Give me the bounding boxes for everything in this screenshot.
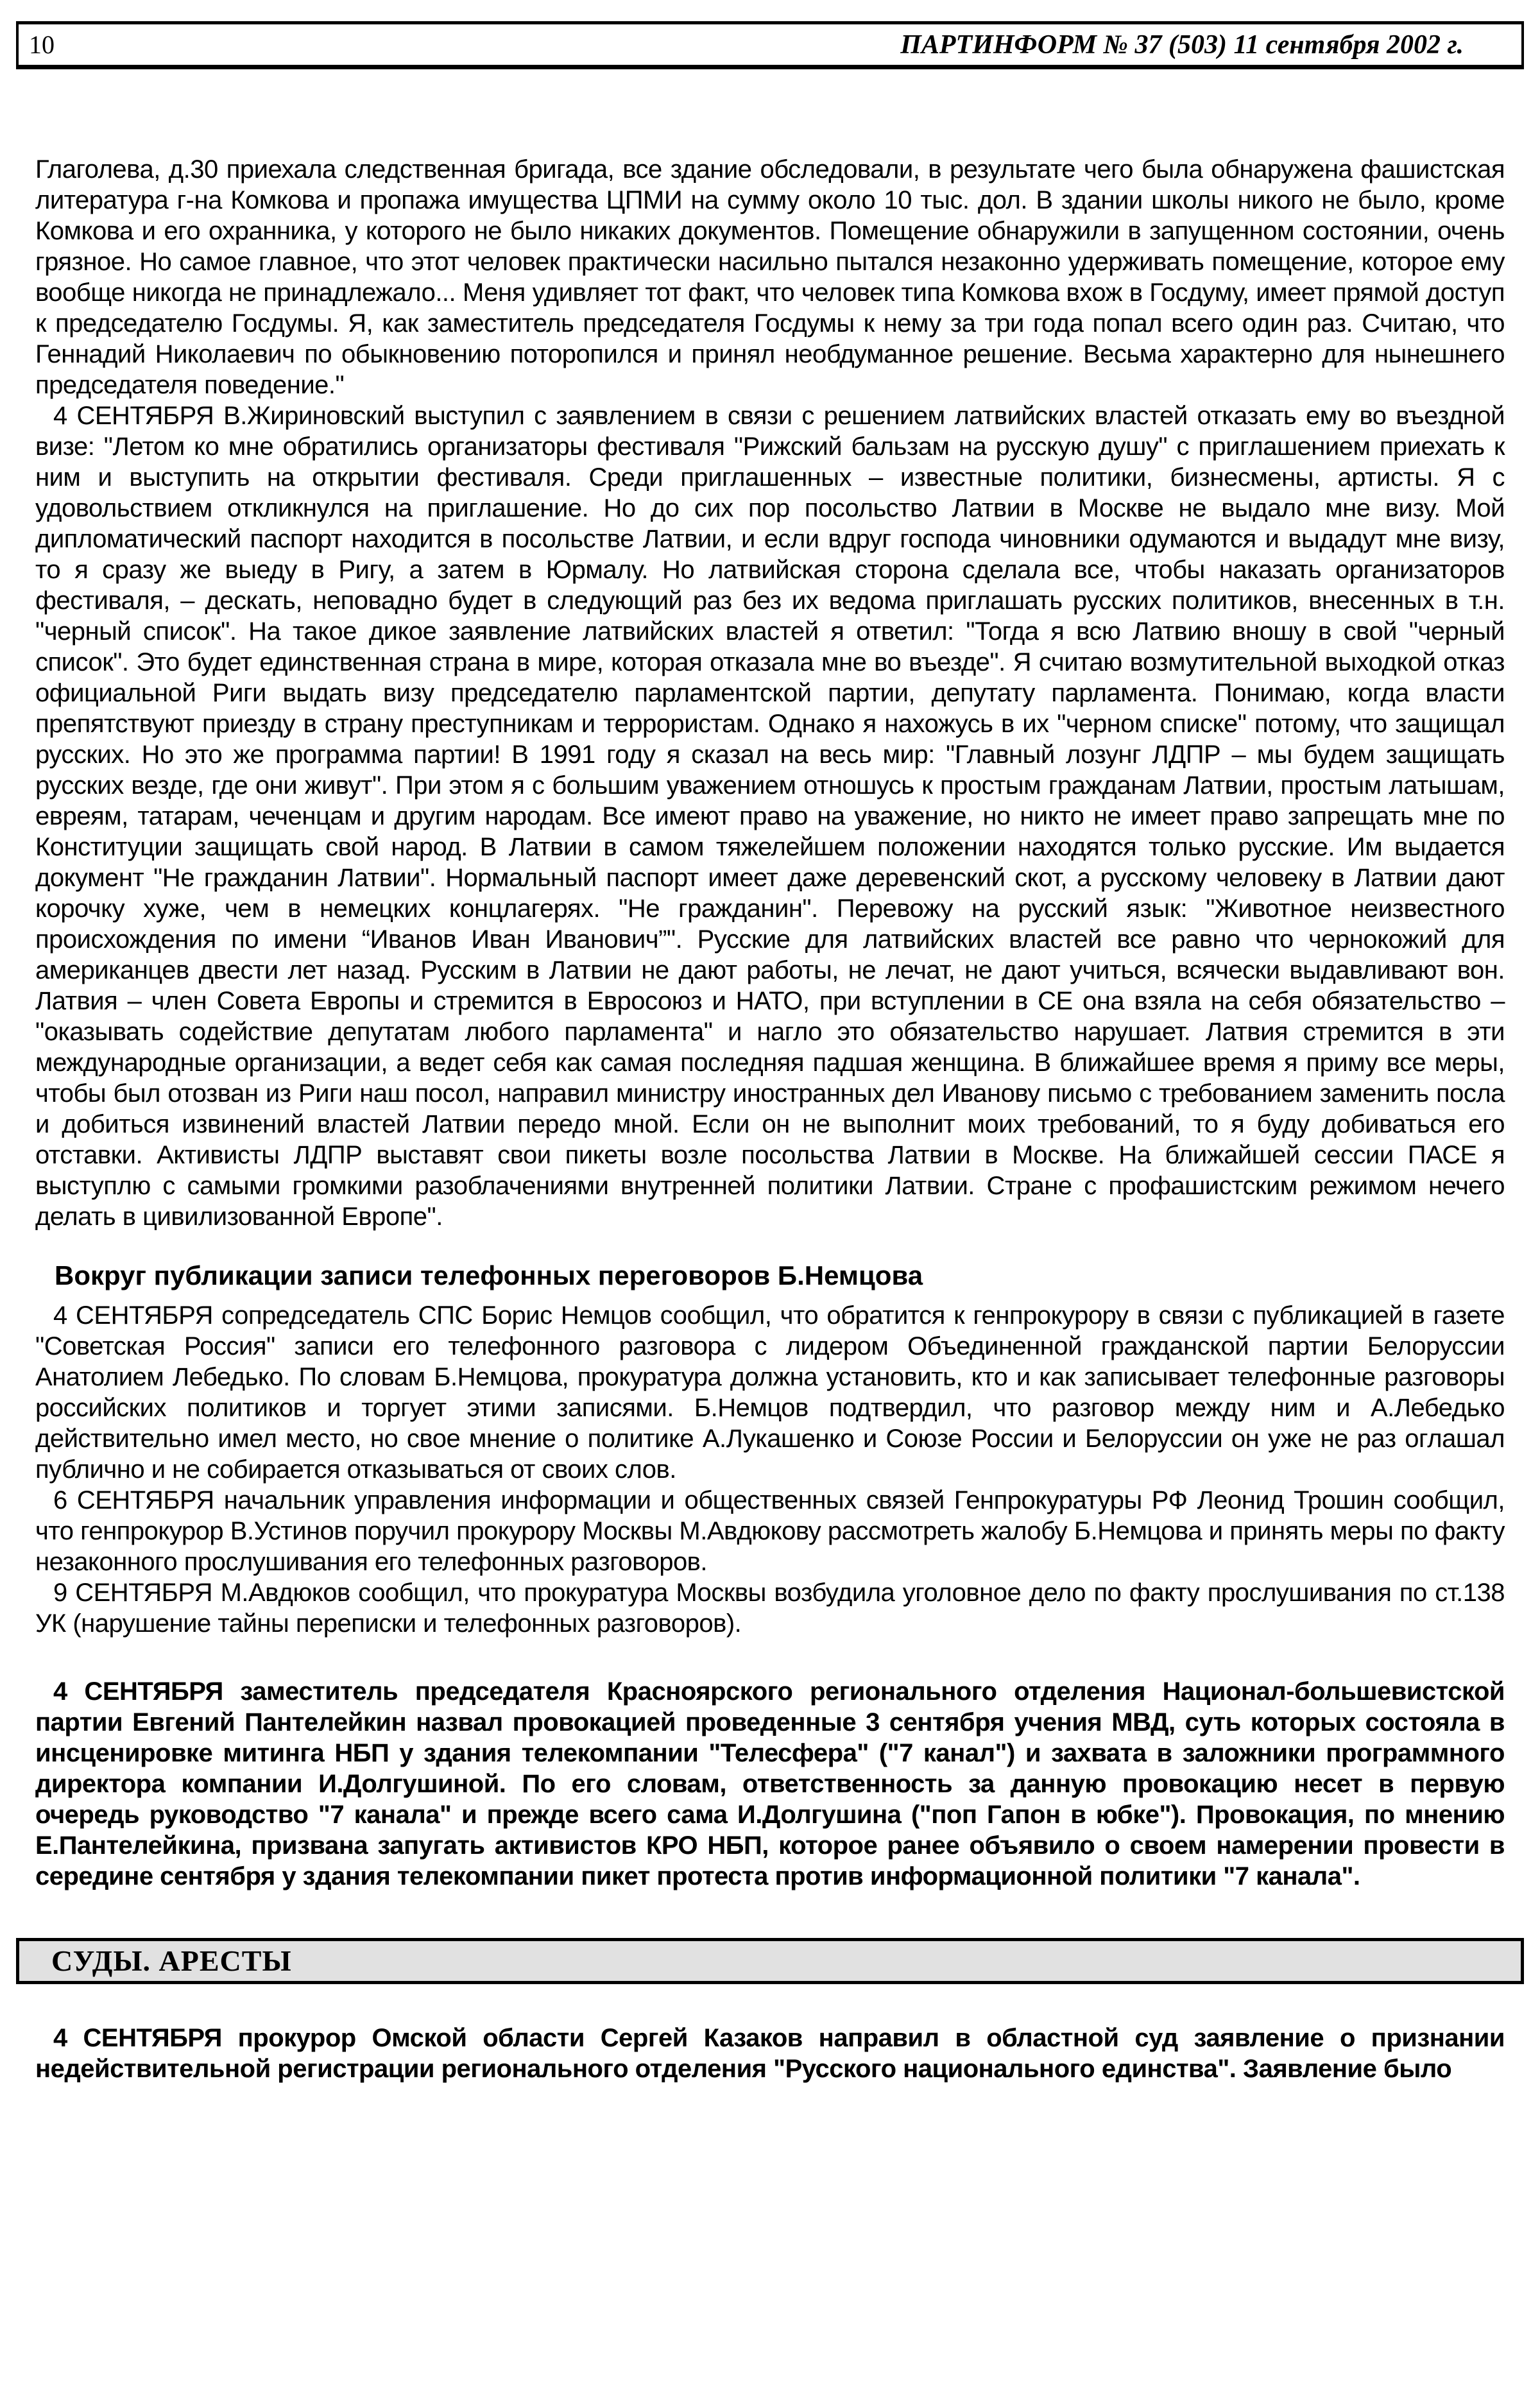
body-paragraph: Глаголева, д.30 приехала следственная бригада, все здание обследовали, в результате чего была обнаружена фашистская литература г-на Комкова и пропажа имущества ЦПМИ на сумму около 10 тыс. дол. В здании школы никого не было, кроме Комкова и его охранника, у которого не было никаких документов. Помещение обнаружили в запущенном состоянии, очень грязное. Но самое главное, что этот человек практически насильно пытался незаконно удерживать помещение, которое ему вообще никогда не принадлежало... Меня удивляет тот факт, что человек типа Комкова вхож в Госдуму, имеет прямой доступ к председателю Госдумы. Я, как заместитель председателя Госдумы к нему за три года попал всего один раз. Считаю, что Геннадий Николаевич по обыкновению поторопился и принял необдуманное решение. Весьма характерно для нынешнего председателя поведение."	[35, 155, 1505, 399]
bold-news-item: 4 СЕНТЯБРЯ прокурор Омской области Сергей Казаков направил в областной суд заявление о признании недействительной регистрации регионального отделения "Русского национального единства". Заявление было	[35, 2024, 1505, 2083]
body-paragraph: 4 СЕНТЯБРЯ сопредседатель СПС Борис Немцов сообщил, что обратится к генпрокурору в связи с публикацией в газете "Советская Россия" записи его телефонного разговора с лидером Объединенной гражданской партии Белоруссии Анатолием Лебедько. По словам Б.Немцова, прокуратура должна установить, кто и как записывает телефонные разговоры российских политиков и торгует этими записями. Б.Немцов подтвердил, что разговор между ним и А.Лебедько действительно имел место, но свое мнение о политике А.Лукашенко и Союзе России и Белоруссии он уже не раз оглашал публично и не собирается отказываться от своих слов.	[35, 1301, 1505, 1484]
bold-news-item: 4 СЕНТЯБРЯ заместитель председателя Красноярского регионального отделения Национал-большевистской партии Евгений Пантелейкин назвал провокацией проведенные 3 сентября учения МВД, суть которых состояла в инсценировке митинга НБП у здания телекомпании "Телесфера" ("7 канал") и захвата в заложники программного директора компании И.Долгушиной. По его словам, ответственность за данную провокацию несет в первую очередь руководство "7 канала" и прежде всего сама И.Долгушина ("поп Гапон в юбке"). Провокация, по мнению Е.Пантелейкина, призвана запугать активистов КРО НБП, которое ранее объявило о своем намерении провести в середине сентября у здания телекомпании пикет протеста против информационной политики "7 канала".	[35, 1677, 1505, 1890]
masthead-title: ПАРТИНФОРМ № 37 (503) 11 сентября 2002 г.	[900, 30, 1464, 60]
section-banner-title: СУДЫ. АРЕСТЫ	[51, 1944, 292, 1977]
body-paragraph: 4 СЕНТЯБРЯ В.Жириновский выступил с заявлением в связи с решением латвийских властей отказать ему во въездной визе: "Летом ко мне обратились организаторы фестиваля "Рижский бальзам на русскую душу" с приглашением приехать к ним и выступить на открытии фестиваля. Среди приглашенных – известные политики, бизнесмены, артисты. Я с удовольствием откликнулся на приглашение. Но до сих пор посольство Латвии в Москве не выдало мне визу. Мой дипломатический паспорт находится в посольстве Латвии, и если вдруг господа чиновники одумаются и выдадут мне визу, то я сразу же выеду в Ригу, а затем в Юрмалу. Но латвийская сторона сделала все, чтобы наказать организаторов фестиваля, – дескать, неповадно будет в следующий раз без их ведома приглашать русских политиков, внесенных в т.н. "черный список". На такое дикое заявление латвийских властей я ответил: "Тогда я всю Латвию вношу в свой "черный список". Это будет единственная страна в мире, которая отказала мне во въезде". Я считаю возмутительной выходкой отказ официальной Риги выдать визу председателю парламентской партии, депутату парламента. Понимаю, когда власти препятствуют приезду в страну преступникам и террористам. Однако я нахожусь в их "черном списке" потому, что защищал русских. Но это же программа партии! В 1991 году я сказал на весь мир: "Главный лозунг ЛДПР – мы будем защищать русских везде, где они живут". При этом я с большим уважением отношусь к простым гражданам Латвии, простым латышам, евреям, татарам, чеченцам и другим народам. Все имеют право на уважение, но никто не имеет право запрещать мне по Конституции защищать свой народ. В Латвии в самом тяжелейшем положении находятся только русские. Им выдается документ "Не гражданин Латвии". Нормальный паспорт имеет даже деревенский скот, а русскому человеку в Латвии дают корочку хуже, чем в немецких концлагерях. "Не гражданин". Перевожу на русский язык: "Животное неизвестного происхождения по имени “Иванов Иван Иванович”". Русские для латвийских властей все равно что чернокожий для американцев двести лет назад. Русским в Латвии не дают работы, не лечат, не дают учиться, всячески выдавливают вон. Латвия – член Совета Европы и стремится в Евросоюз и НАТО, при вступлении в СЕ она взяла на себя обязательство – "оказывать содействие депутатам любого парламента" и нагло это обязательство нарушает. Латвия стремится в эти международные организации, а ведет себя как самая последняя падшая женщина. В ближайшее время я приму все меры, чтобы был отозван из Риги наш посол, направил министру иностранных дел Иванову письмо с требованием заменить посла и добиться извинений властей Латвии передо мной. Если он не выполнит моих требований, то я буду добиваться его отставки. Активисты ЛДПР выставят свои пикеты возле посольства Латвии в Москве. На ближайшей сессии ПАСЕ я выступлю с самыми громкими разоблачениями внутренней политики Латвии. Стране с профашистским режимом нечего делать в цивилизованной Европе".	[35, 402, 1505, 1231]
page-header-bar	[16, 21, 1524, 69]
body-paragraph: 6 СЕНТЯБРЯ начальник управления информации и общественных связей Генпрокуратуры РФ Леонид Трошин сообщил, что генпрокурор В.Устинов поручил прокурору Москвы М.Авдюкову рассмотреть жалобу Б.Немцова и принять меры по факту незаконного прослушивания его телефонных разговоров.	[35, 1486, 1505, 1576]
section-heading: Вокруг публикации записи телефонных переговоров Б.Немцова	[55, 1260, 923, 1290]
courts-section-body	[35, 2023, 1505, 2084]
body-paragraph: 9 СЕНТЯБРЯ М.Авдюков сообщил, что прокуратура Москвы возбудила уголовное дело по факту прослушивания по ст.138 УК (нарушение тайны переписки и телефонных разговоров).	[35, 1579, 1505, 1638]
section-banner	[16, 1938, 1524, 1984]
article-body	[35, 154, 1505, 1892]
page-number: 10	[29, 30, 55, 59]
